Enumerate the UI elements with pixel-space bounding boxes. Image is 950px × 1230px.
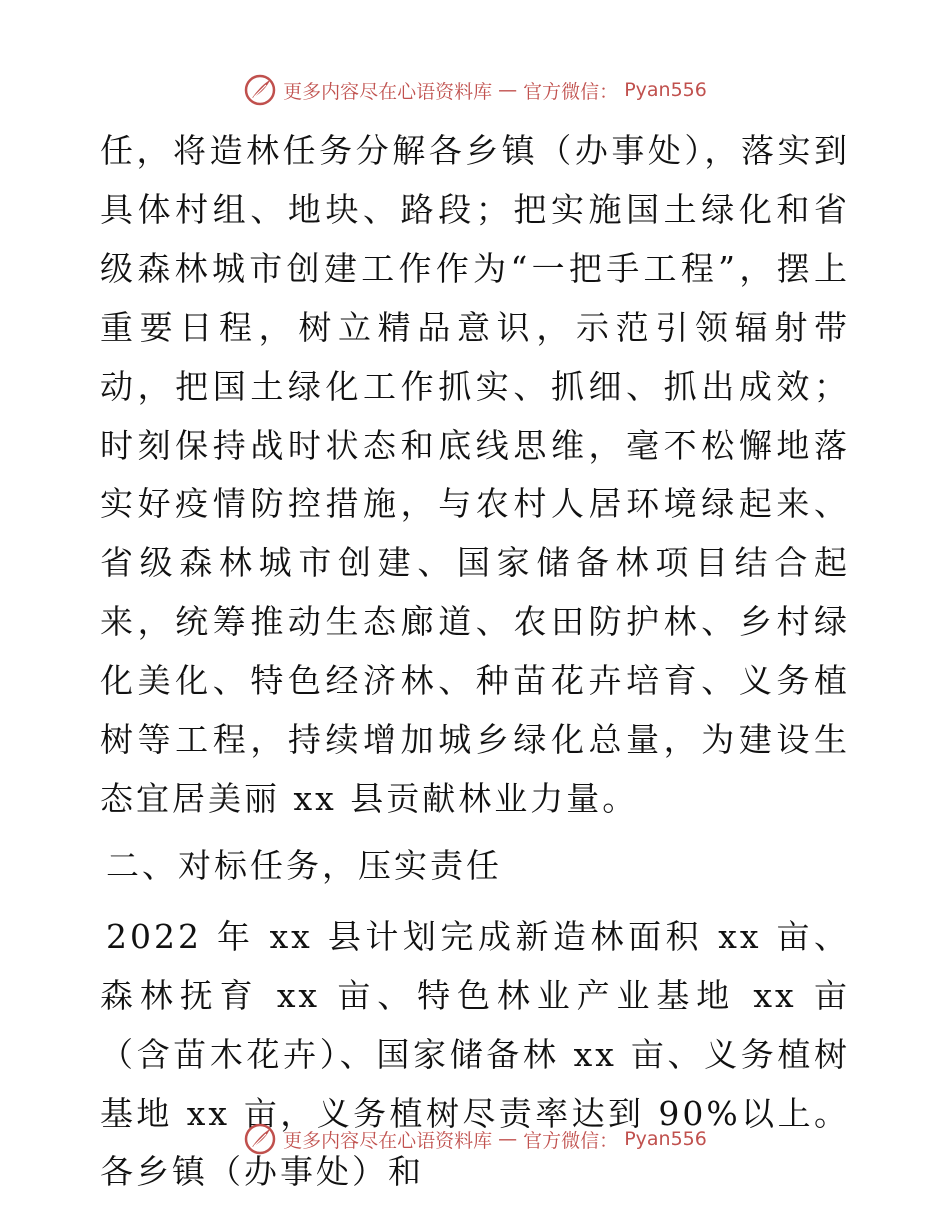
paragraph-2: 2022 年 xx 县计划完成新造林面积 xx 亩、森林抚育 xx 亩、特色林业产业基地 xx 亩（含苗木花卉）、国家储备林 xx 亩、义务植树基地 xx 亩，义务植树尽责率达到 90%以上。各乡镇（办事处）和	[100, 916, 850, 1192]
header-watermark	[0, 72, 950, 108]
footer-wechat-id: Pyan556	[624, 1128, 707, 1150]
feather-logo-icon	[243, 73, 277, 107]
footer-watermark	[0, 1121, 950, 1157]
header-wechat-id: Pyan556	[624, 79, 707, 101]
footer-watermark-separator: —	[498, 1128, 518, 1150]
feather-logo-icon	[243, 1122, 277, 1156]
header-watermark-text: 更多内容尽在心语资料库	[283, 80, 493, 103]
paragraph-1: 任，将造林任务分解各乡镇（办事处），落实到具体村组、地块、路段；把实施国土绿化和省级森林城市创建工作作为“一把手工程”，摆上重要日程，树立精品意识，示范引领辐射带动，把国土绿化工作抓实、抓细、抓出成效；时刻保持战时状态和底线思维，毫不松懈地落实好疫情防控措施，与农村人居环境绿起来、省级森林城市创建、国家储备林项目结合起来，统筹推动生态廊道、农田防护林、乡村绿化美化、特色经济林、种苗花卉培育、义务植树等工程，持续增加城乡绿化总量，为建设生态宜居美丽 xx 县贡献林业力量。	[100, 131, 850, 818]
header-watermark-separator: —	[498, 79, 518, 101]
section-heading: 二、对标任务，压实责任	[106, 845, 502, 885]
header-wechat-label: 官方微信：	[523, 80, 619, 103]
footer-watermark-text: 更多内容尽在心语资料库	[283, 1129, 493, 1152]
document-body	[100, 122, 850, 1202]
footer-wechat-label: 官方微信：	[523, 1129, 619, 1152]
